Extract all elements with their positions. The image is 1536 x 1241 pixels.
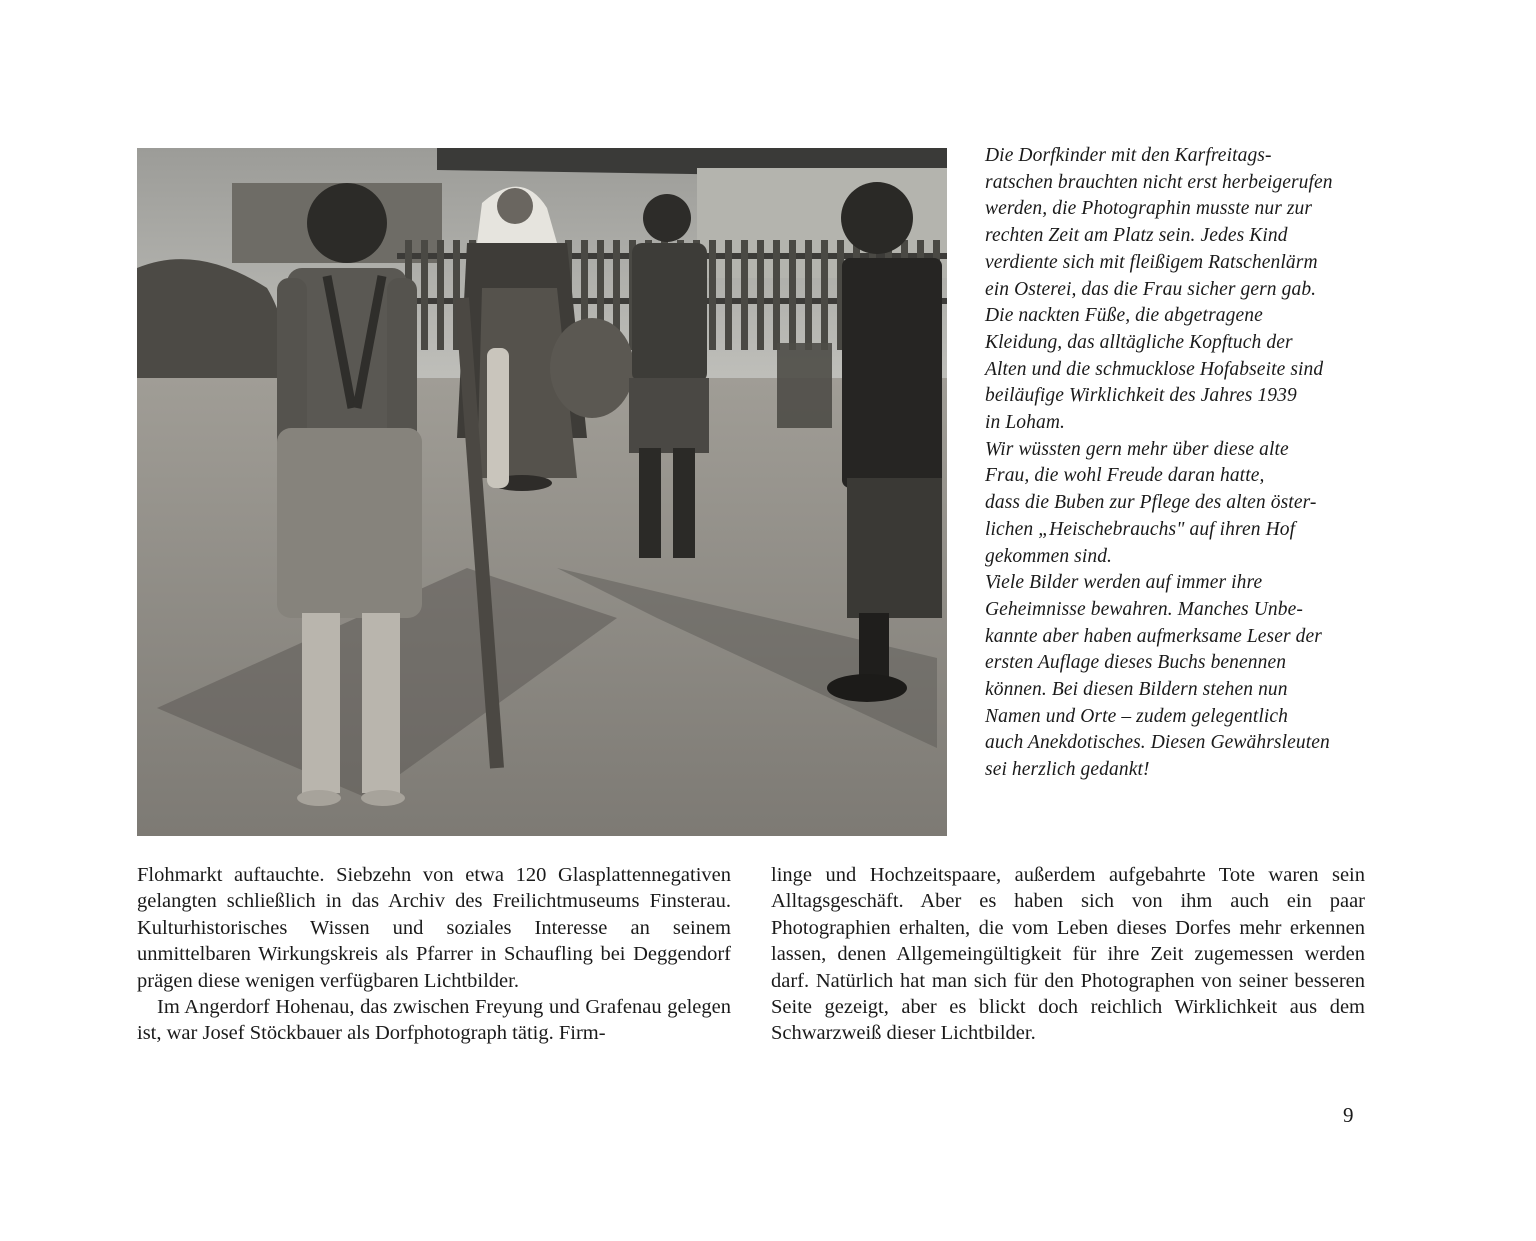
caption-line: gekommen sind.	[985, 545, 1113, 567]
caption-line: lichen „Heischebrauchs" auf ihren Hof	[985, 518, 1296, 540]
body-column-right	[771, 862, 1365, 1047]
caption-line: kannte aber haben aufmerksame Leser der	[985, 625, 1322, 647]
photo-caption	[985, 143, 1385, 784]
caption-line: können. Bei diesen Bildern stehen nun	[985, 679, 1288, 701]
caption-line: Frau, die wohl Freude daran hatte,	[985, 465, 1265, 487]
paragraph: Im Angerdorf Hohenau, das zwischen Freyung und Grafenau gelegen ist, war Josef Stöckbauer als Dorfphotograph tätig. Firm-	[137, 996, 731, 1045]
caption-line: Kleidung, das alltägliche Kopftuch der	[985, 331, 1293, 353]
caption-line: Wir wüssten gern mehr über diese alte	[985, 438, 1289, 460]
caption-line: ersten Auflage dieses Buchs benennen	[985, 652, 1287, 674]
caption-line: auch Anekdotisches. Diesen Gewährsleuten	[985, 732, 1330, 754]
caption-line: sei herzlich gedankt!	[985, 759, 1150, 781]
fence-post	[773, 240, 780, 350]
body-column-left	[137, 862, 731, 1047]
caption-line: verdiente sich mit fleißigem Ratschenlärm	[985, 251, 1318, 273]
paragraph: linge und Hochzeitspaare, außerdem aufgebahrte Tote waren sein Alltagsgeschäft. Aber es haben sich von ihm auch ein paar Photographien erhalten, die vom Leben dieses Dorfes mehr erkennen lassen, denen Allgemeingültigkeit für ihre Zeit zugemessen werden darf. Natürlich hat man sich für den Photographen von seiner besseren Seite gezeigt, aber es blickt doch reichlich Wirklichkeit aus dem Schwarzweiß dieser Lichtbilder.	[771, 864, 1365, 1045]
fence-post	[789, 240, 796, 350]
caption-line: ratschen brauchten nicht erst herbeigerufen	[985, 171, 1333, 193]
caption-line: beiläufige Wirklichkeit des Jahres 1939	[985, 385, 1297, 407]
caption-line: werden, die Photographin musste nur zur	[985, 198, 1313, 220]
caption-line: ein Osterei, das die Frau sicher gern gab.	[985, 278, 1317, 300]
caption-line: dass die Buben zur Pflege des alten öster-	[985, 492, 1317, 514]
caption-line: in Loham.	[985, 412, 1065, 434]
fence-post	[741, 240, 748, 350]
fence-post	[709, 240, 716, 350]
caption-line: Viele Bilder werden auf immer ihre	[985, 572, 1263, 594]
historic-photograph	[137, 148, 947, 836]
fence-post	[805, 240, 812, 350]
page-number: 9	[1343, 1103, 1354, 1127]
caption-line: Namen und Orte – zudem gelegentlich	[985, 705, 1288, 727]
caption-line: rechten Zeit am Platz sein. Jedes Kind	[985, 225, 1288, 247]
caption-line: Die Dorfkinder mit den Karfreitags-	[985, 145, 1272, 166]
fence-post	[757, 240, 764, 350]
caption-line: Die nackten Füße, die abgetragene	[985, 305, 1263, 327]
fence-post	[421, 240, 428, 350]
photo-illustration	[137, 148, 947, 836]
caption-line: Alten und die schmucklose Hofabseite sind	[985, 358, 1324, 380]
fence-post	[725, 240, 732, 350]
paragraph: Flohmarkt auftauchte. Siebzehn von etwa 120 Glasplattennegativen gelangten schließlich in das Archiv des Freilichtmuseums Finsterau. Kulturhistorisches Wissen und soziales Interesse an seinem unmittelbaren Wirkungskreis als Pfarrer in Schaufling bei Deggendorf prägen diese wenigen verfügbaren Lichtbilder.	[137, 864, 731, 992]
caption-line: Geheimnisse bewahren. Manches Unbe-	[985, 598, 1303, 620]
fence-post	[821, 240, 828, 350]
fence-post	[437, 240, 444, 350]
